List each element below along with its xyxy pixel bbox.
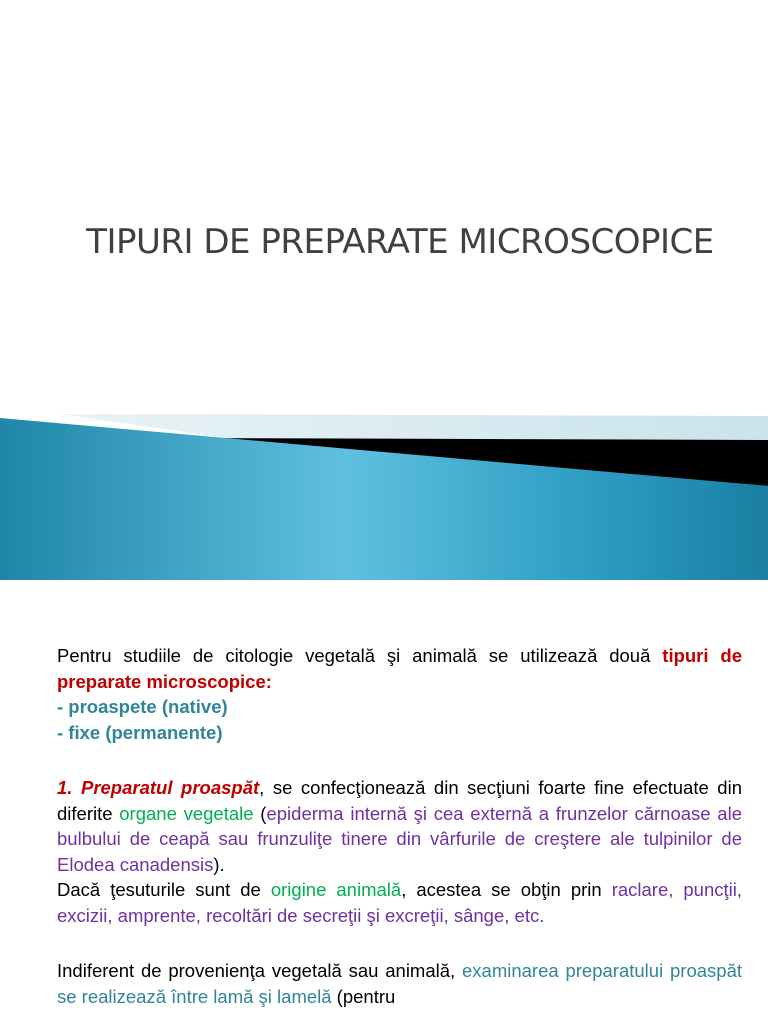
intro-paragraph xyxy=(57,643,742,694)
examination-paragraph xyxy=(57,958,742,1009)
spacer xyxy=(57,928,742,958)
spacer xyxy=(57,745,742,775)
section1-text: ). xyxy=(213,853,225,875)
examination-text: Indiferent de provenienţa vegetală sau animală, xyxy=(57,960,462,981)
animal-paragraph xyxy=(57,877,742,928)
examination-highlight: examinarea preparatului proaspăt se realizează între lamă şi lamelă xyxy=(57,960,742,1007)
section1-heading: 1. Preparatul proaspăt xyxy=(57,777,260,798)
animal-origin: origine animală xyxy=(270,879,402,900)
section1-paragraph xyxy=(57,775,742,877)
animal-methods: raclare, puncţii, excizii, amprente, recoltări de secreţii şi excreţii, sânge, etc. xyxy=(57,879,743,926)
animal-text: , acestea se obţin prin xyxy=(401,879,612,900)
list-item-fresh: - proaspete (native) xyxy=(57,696,228,717)
animal-text: Dacă ţesuturile sunt de xyxy=(57,879,271,900)
intro-text: Pentru studiile de citologie vegetală şi animală se utilizează două xyxy=(57,645,663,666)
list-item-fixed: - fixe (permanente) xyxy=(57,721,223,743)
examination-text: (pentru xyxy=(331,985,396,1007)
plant-examples: epiderma internă şi cea externă a frunzelor cărnoase ale bulbului de ceapă sau frunzuliţe tinere din vârfurile de creştere ale tulpinilor de Elodea canadensis xyxy=(57,802,742,875)
section1-text: , se confecţionează din secţiuni foarte fine efectuate din diferite xyxy=(57,777,742,824)
section1-text: ( xyxy=(253,802,267,824)
decorative-band xyxy=(0,410,768,580)
plant-organs: organe vegetale xyxy=(119,802,254,824)
slide-body xyxy=(57,643,742,1009)
slide-title: TIPURI DE PREPARATE MICROSCOPICE xyxy=(86,222,714,262)
intro-highlight: tipuri de preparate microscopice: xyxy=(57,645,742,692)
